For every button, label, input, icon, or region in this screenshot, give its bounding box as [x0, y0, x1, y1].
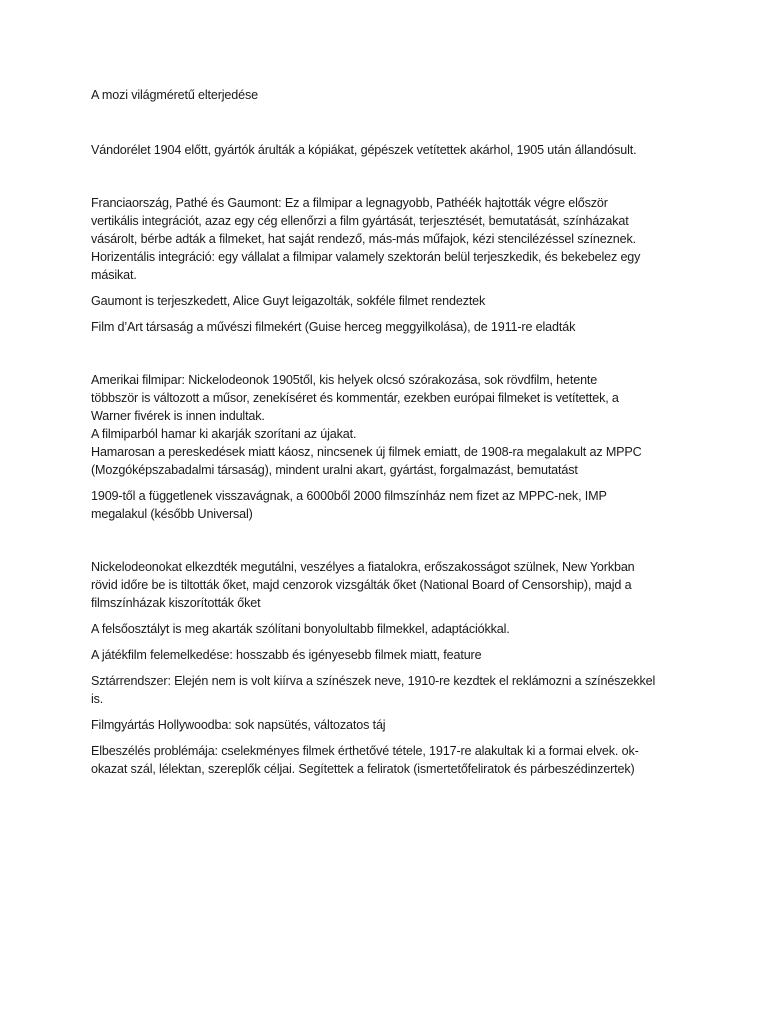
paragraph-vandorelet: Vándorélet 1904 előtt, gyártók árulták a kópiákat, gépészek vetítettek akárhol, 1905 után állandósult. — [91, 143, 637, 157]
paragraph-nickelodeon-cenzura: Nickelodeonokat elkezdték megutálni, veszélyes a fiatalokra, erőszakosságot szülnek, New Yorkban rövid időre be is tiltották őket, majd cenzorok vizsgálták őket (National Board of Censorship), majd a filmszínházak kiszorították őket — [91, 560, 635, 610]
paragraph-sztarrendszer: Sztárrendszer: Elején nem is volt kiírva a színészek neve, 1910-re kezdtek el reklámozni a színészekkel is. — [91, 674, 656, 706]
document-body — [91, 86, 685, 778]
paragraph-felsoosztaly: A felsőosztályt is meg akarták szólítani bonyolultabb filmekkel, adaptációkkal. — [91, 622, 510, 636]
paragraph-gaumont: Gaumont is terjeszkedett, Alice Guyt leigazolták, sokféle filmet rendeztek — [91, 294, 486, 308]
paragraph-jatekfilm: A játékfilm felemelkedése: hosszabb és igényesebb filmek miatt, feature — [91, 648, 482, 662]
paragraph-franciaorszag: Franciaország, Pathé és Gaumont: Ez a filmipar a legnagyobb, Pathéék hajtották végre először vertikális integrációt, azaz egy cég ellenőrzi a film gyártását, terjesztését, bemutatását, színházakat vásárolt, bérbe adták a filmeket, hat saját rendező, más-más műfajok, kézi stencilézéssel színeznek. Horizentális integráció: egy vállalat a filmipar valamely szektorán belül terjeszkedik, és bekebelez egy másikat. — [91, 196, 641, 282]
paragraph-fuggetlenek: 1909-től a függetlenek visszavágnak, a 6000ből 2000 filmszínház nem fizet az MPPC-nek, IMP megalakul (később Universal) — [91, 489, 607, 521]
document-title: A mozi világméretű elterjedése — [91, 88, 258, 102]
paragraph-elbeszeles: Elbeszélés problémája: cselekményes filmek érthetővé tétele, 1917-re alakultak ki a formai elvek. ok- okazat szál, lélektan, szereplők céljai. Segítettek a feliratok (ismertetőfeliratok és párbeszédinzertek) — [91, 744, 639, 776]
paragraph-film-dart: Film d’Art társaság a művészi filmekért (Guise herceg meggyilkolása), de 1911-re eladták — [91, 320, 576, 334]
paragraph-amerikai-filmipar: Amerikai filmipar: Nickelodeonok 1905től, kis helyek olcsó szórakozása, sok rövdfilm, hetente többször is változott a műsor, zenekíséret és kommentár, ezekben európai filmeket is vetítettek, a Warner fivérek is innen indultak. A filmiparból hamar ki akarják szorítani az újakat. Hamarosan a pereskedések miatt káosz, nincsenek új filmek emiatt, de 1908-ra megalakult az MPPC (Mozgóképszabadalmi társaság), mindent uralni akart, gyártást, forgalmazást, bemutatást — [91, 373, 642, 477]
paragraph-hollywood: Filmgyártás Hollywoodba: sok napsütés, változatos táj — [91, 718, 386, 732]
